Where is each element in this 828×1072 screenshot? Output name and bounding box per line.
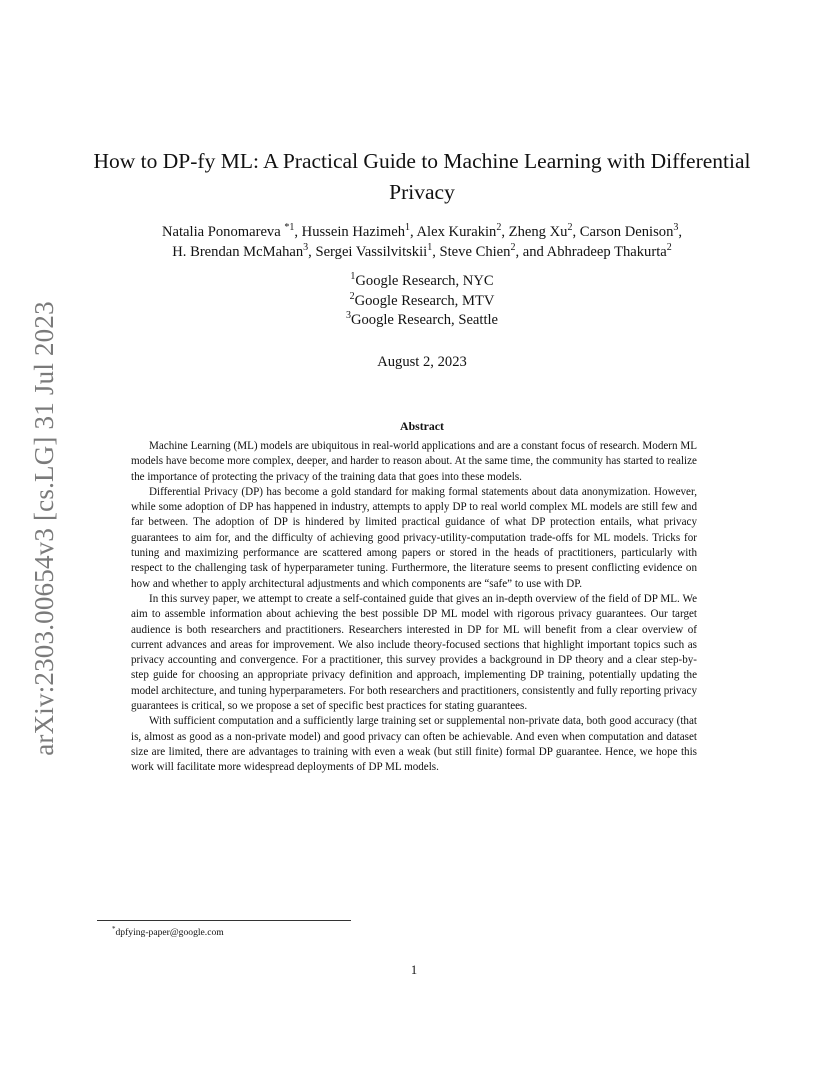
author-name: , Zheng Xu	[501, 224, 568, 240]
author-name: H. Brendan McMahan	[172, 244, 304, 260]
author-name: , Carson Denison	[572, 224, 674, 240]
affiliation-name: Google Research, NYC	[355, 273, 494, 289]
affiliation	[90, 311, 754, 331]
affiliation-list	[90, 272, 754, 331]
abstract-heading: Abstract	[400, 419, 444, 433]
footnote	[112, 925, 224, 938]
affiliation	[90, 292, 754, 312]
author-name: , Alex Kurakin	[410, 224, 497, 240]
author-line-2	[90, 242, 754, 262]
affiliation-name: Google Research, MTV	[354, 292, 495, 309]
author-affiliation-mark: 2	[496, 222, 502, 234]
footnote-mark: *	[112, 925, 116, 933]
author-affiliation-mark: 1	[427, 242, 433, 254]
arxiv-identifier	[24, 298, 64, 758]
author-affiliation-mark: *1	[284, 222, 295, 234]
arxiv-identifier-text: arXiv:2303.00654v3 [cs.LG] 31 Jul 2023	[28, 300, 59, 756]
abstract-paragraph: With sufficient computation and a sufficiently large training set or supplemental non-private data, both good accuracy (that is, almost as good as a non-private model) and good privacy can often be achievable. And even when computation and dataset size are limited, there are advantages to training with even a weak (but still finite) formal DP guarantee. Hence, we hope this work will facilitate more widespread deployments of DP ML models.	[131, 715, 697, 774]
publication-date: August 2, 2023	[377, 354, 467, 370]
author-affiliation-mark: 1	[405, 222, 411, 234]
affiliation-mark: 2	[349, 290, 355, 302]
author-affiliation-mark: 2	[666, 242, 672, 254]
affiliation-mark: 3	[345, 310, 351, 322]
author-name: , Steve Chien	[432, 244, 511, 260]
author-name: Natalia Ponomareva	[161, 224, 285, 240]
author-name: , Sergei Vassilvitskii	[308, 244, 428, 260]
author-list	[90, 222, 754, 262]
footnote-divider	[97, 920, 351, 921]
affiliation-mark: 1	[350, 271, 356, 283]
page-number: 1	[410, 963, 418, 977]
author-affiliation-mark: 3	[303, 242, 309, 254]
paper-title: How to DP-fy ML: A Practical Guide to Machine Learning with Differential Privacy	[93, 149, 751, 204]
affiliation-name: Google Research, Seattle	[350, 312, 499, 328]
affiliation	[90, 272, 754, 292]
abstract-paragraph: In this survey paper, we attempt to create a self-contained guide that gives an in-depth overview of the field of DP ML. We aim to assemble information about achieving the best possible DP ML model with rigorous privacy guarantees. Our target audience is both researchers and practitioners. Researchers interested in DP for ML will benefit from a clear overview of current advances and areas for improvement. We also include theory-focused sections that highlight important topics such as privacy accounting and convergence. For a practitioner, this survey provides a background in DP theory and a clear step-by-step guide for choosing an appropriate privacy definition and approach, implementing DP training, potentially updating the model architecture, and tuning hyperparameters. For both researchers and practitioners, consistently and fully reporting privacy guarantees is critical, so we propose a set of specific best practices for stating guarantees.	[131, 592, 697, 713]
author-name: , Hussein Hazimeh	[294, 224, 406, 240]
author-name: , and Abhradeep Thakurta	[515, 244, 667, 260]
abstract-paragraph: Machine Learning (ML) models are ubiquitous in real-world applications and are a constant focus of research. Modern ML models have become more complex, deeper, and harder to reason about. At the same time, the community has started to realize the importance of protecting the privacy of the training data that goes into these models.	[131, 440, 697, 483]
author-affiliation-mark: 3	[673, 222, 679, 234]
author-line-1	[90, 222, 754, 242]
author-separator: ,	[678, 224, 683, 240]
abstract-body	[131, 439, 697, 776]
footnote-email: dpfying-paper@google.com	[115, 927, 224, 939]
author-affiliation-mark: 2	[567, 222, 573, 234]
author-affiliation-mark: 2	[510, 242, 516, 254]
abstract-paragraph: Differential Privacy (DP) has become a gold standard for making formal statements about data anonymization. However, while some adoption of DP has happened in industry, attempts to apply DP to real world complex ML models are still few and far between. The adoption of DP is hindered by limited practical guidance of what DP protection entails, what privacy guarantees to aim for, and the difficulty of achieving good privacy-utility-computation trade-offs for ML models. Tricks for tuning and maximizing performance are scattered among papers or stored in the heads of practitioners, particularly with respect to the challenging task of hyperparameter tuning. Furthermore, the literature seems to present conflicting evidence on how and whether to apply architectural adjustments and which components are “safe” to use with DP.	[131, 485, 697, 590]
